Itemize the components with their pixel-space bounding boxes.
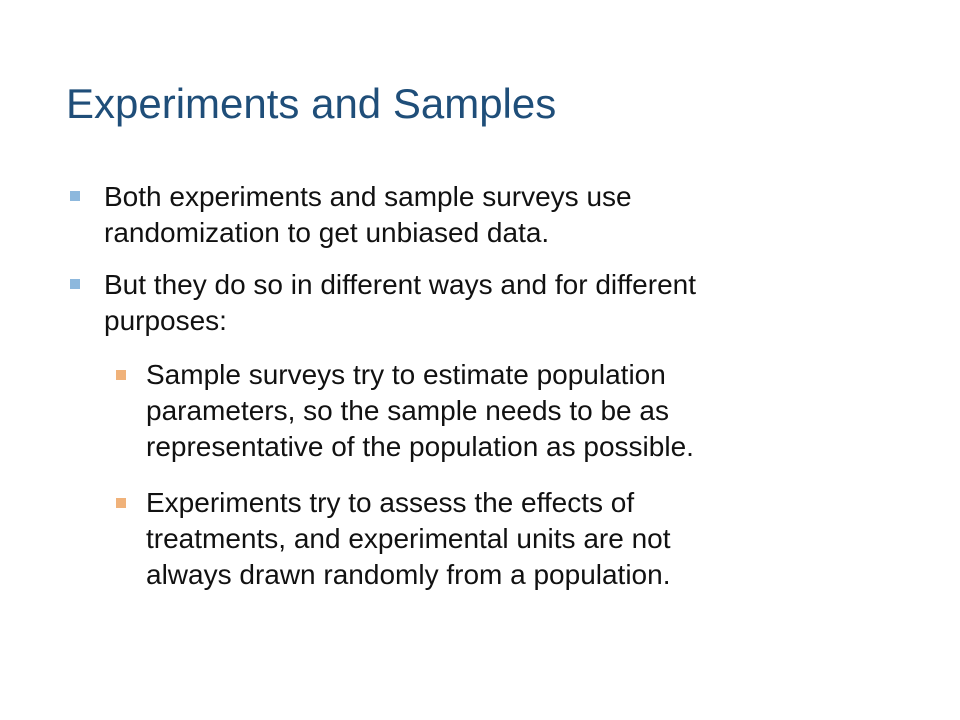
bullet-item-1 (104, 179, 904, 251)
sub-bullet-marker-icon (116, 370, 126, 380)
sub-bullet-line: treatments, and experimental units are not (146, 523, 671, 554)
bullet-line: randomization to get unbiased data. (104, 217, 550, 248)
sub-bullet-line: representative of the population as possible. (146, 431, 694, 462)
sub-bullet-line: Experiments try to assess the effects of (146, 487, 635, 518)
bullet-line: Both experiments and sample surveys use (104, 181, 632, 212)
bullet-line: But they do so in different ways and for different (104, 269, 696, 300)
bullet-marker-icon (70, 279, 80, 289)
sub-bullet-line: Sample surveys try to estimate population (146, 359, 666, 390)
sub-bullet-line: parameters, so the sample needs to be as (146, 395, 669, 426)
sub-bullet-item-1 (146, 357, 906, 465)
bullet-marker-icon (70, 191, 80, 201)
slide-title: Experiments and Samples (66, 80, 557, 127)
bullet-line: purposes: (104, 305, 227, 336)
sub-bullet-marker-icon (116, 498, 126, 508)
sub-bullet-line: always drawn randomly from a population. (146, 559, 671, 590)
bullet-item-2 (104, 267, 904, 339)
sub-bullet-item-2 (146, 485, 906, 593)
